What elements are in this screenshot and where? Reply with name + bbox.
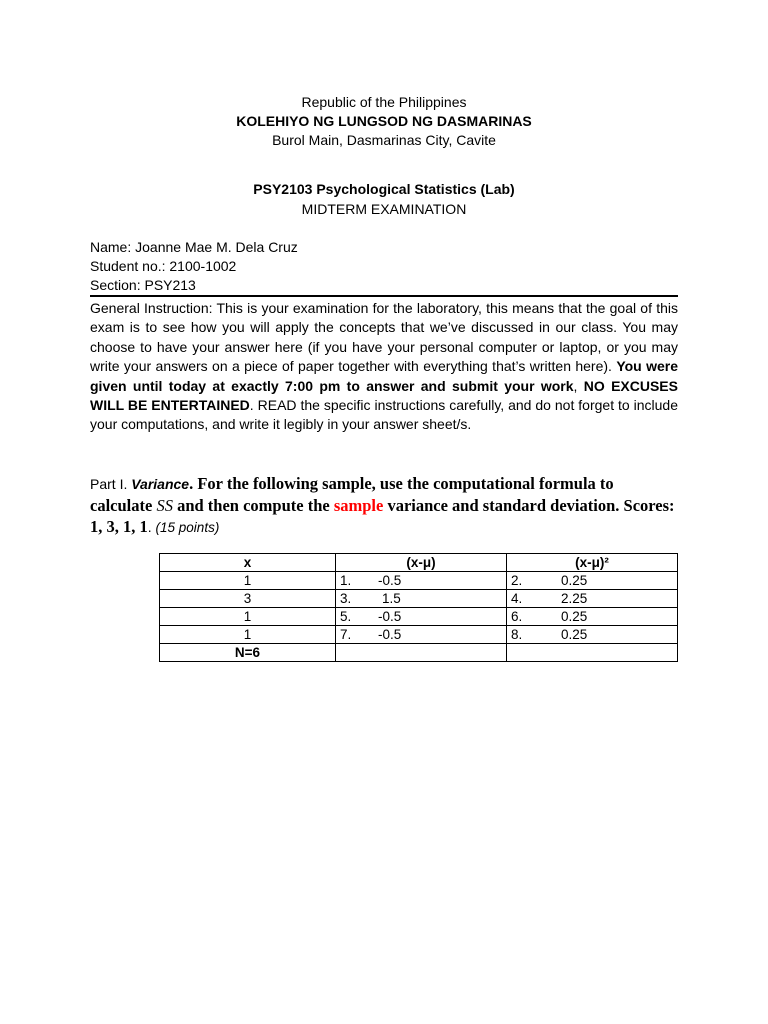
- cell-deviation: [336, 572, 507, 590]
- header-x: x: [160, 554, 336, 572]
- cell-total: N=6: [160, 644, 336, 662]
- no-excuses-text: NO EXCUSES WILL BE ENTERTAINED: [90, 377, 678, 414]
- item-number: 3.: [340, 591, 352, 606]
- item-value: -0.5: [378, 609, 402, 624]
- part-label: Part I.: [90, 476, 132, 492]
- table-header-row: [160, 554, 678, 572]
- header-squared-deviation: (x-μ)²: [507, 554, 678, 572]
- student-number: Student no.: 2100-1002: [90, 258, 237, 274]
- item-number: 8.: [511, 627, 523, 642]
- cell-deviation: [336, 590, 507, 608]
- sample-term: sample: [333, 496, 384, 515]
- question-text-b: and then compute the: [172, 496, 334, 515]
- item-value: 0.25: [561, 627, 588, 642]
- instruction-separator: ,: [573, 377, 584, 394]
- question-text-a: . For the following sample, use the computational formula to calculate: [90, 474, 614, 515]
- item-value: 1.5: [382, 591, 401, 606]
- exam-title: MIDTERM EXAMINATION: [301, 201, 467, 217]
- student-name: Name: Joanne Mae M. Dela Cruz: [90, 239, 298, 255]
- cell-x: 1: [160, 626, 336, 644]
- cell-deviation: [336, 626, 507, 644]
- cell-x: 1: [160, 608, 336, 626]
- cell-x: 1: [160, 572, 336, 590]
- school-address: Burol Main, Dasmarinas City, Cavite: [272, 132, 496, 148]
- part-one-question: [90, 473, 678, 538]
- item-value: 0.25: [561, 609, 588, 624]
- item-number: 4.: [511, 591, 523, 606]
- table-row: [160, 626, 678, 644]
- course-heading: [0, 179, 768, 219]
- part-title: Variance: [131, 476, 190, 492]
- item-value: -0.5: [378, 573, 402, 588]
- item-value: 2.25: [561, 591, 588, 606]
- item-number: 6.: [511, 609, 523, 624]
- student-info: [90, 238, 678, 297]
- table-total-row: [160, 644, 678, 662]
- instruction-text-2: . READ the specific instructions carefully, and do not forget to include your computations, and write it legibly in your answer sheet/s.: [90, 397, 678, 433]
- ss-term: SS: [156, 496, 173, 515]
- cell-deviation: [336, 608, 507, 626]
- cell-squared: [507, 626, 678, 644]
- general-instruction: [90, 299, 678, 435]
- document-header: [0, 93, 768, 150]
- item-number: 1.: [340, 573, 352, 588]
- question-period: .: [147, 519, 156, 535]
- cell-squared: [507, 590, 678, 608]
- item-value: -0.5: [378, 627, 402, 642]
- course-code: PSY2103 Psychological Statistics (Lab): [253, 181, 515, 197]
- school-name: KOLEHIYO NG LUNGSOD NG DASMARINAS: [236, 113, 532, 129]
- table-row: [160, 590, 678, 608]
- header-deviation: (x-μ): [336, 554, 507, 572]
- cell-x: 3: [160, 590, 336, 608]
- item-value: 0.25: [561, 573, 588, 588]
- points-label: (15 points): [155, 520, 220, 535]
- cell-squared: [507, 572, 678, 590]
- deadline-text: You were given until today at exactly 7:00 pm to answer and submit your work: [90, 358, 678, 394]
- student-section: Section: PSY213: [90, 276, 678, 297]
- table-row: [160, 572, 678, 590]
- item-number: 7.: [340, 627, 352, 642]
- variance-table: [159, 553, 678, 662]
- item-number: 5.: [340, 609, 352, 624]
- cell-squared: [507, 608, 678, 626]
- instruction-text: General Instruction: This is your examination for the laboratory, this means that the goal of this exam is to see how you will apply the concepts that we’ve discussed in our class. You may choose to have your answer here (if you have your personal computer or laptop, or you may write your answers on a piece of paper together with everything that’s written here).: [90, 300, 678, 375]
- question-text-c: variance and standard deviation. Scores: 1, 3, 1, 1: [90, 496, 675, 536]
- cell-empty: [507, 644, 678, 662]
- country-line: Republic of the Philippines: [301, 94, 467, 110]
- cell-empty: [336, 644, 507, 662]
- item-number: 2.: [511, 573, 523, 588]
- table-row: [160, 608, 678, 626]
